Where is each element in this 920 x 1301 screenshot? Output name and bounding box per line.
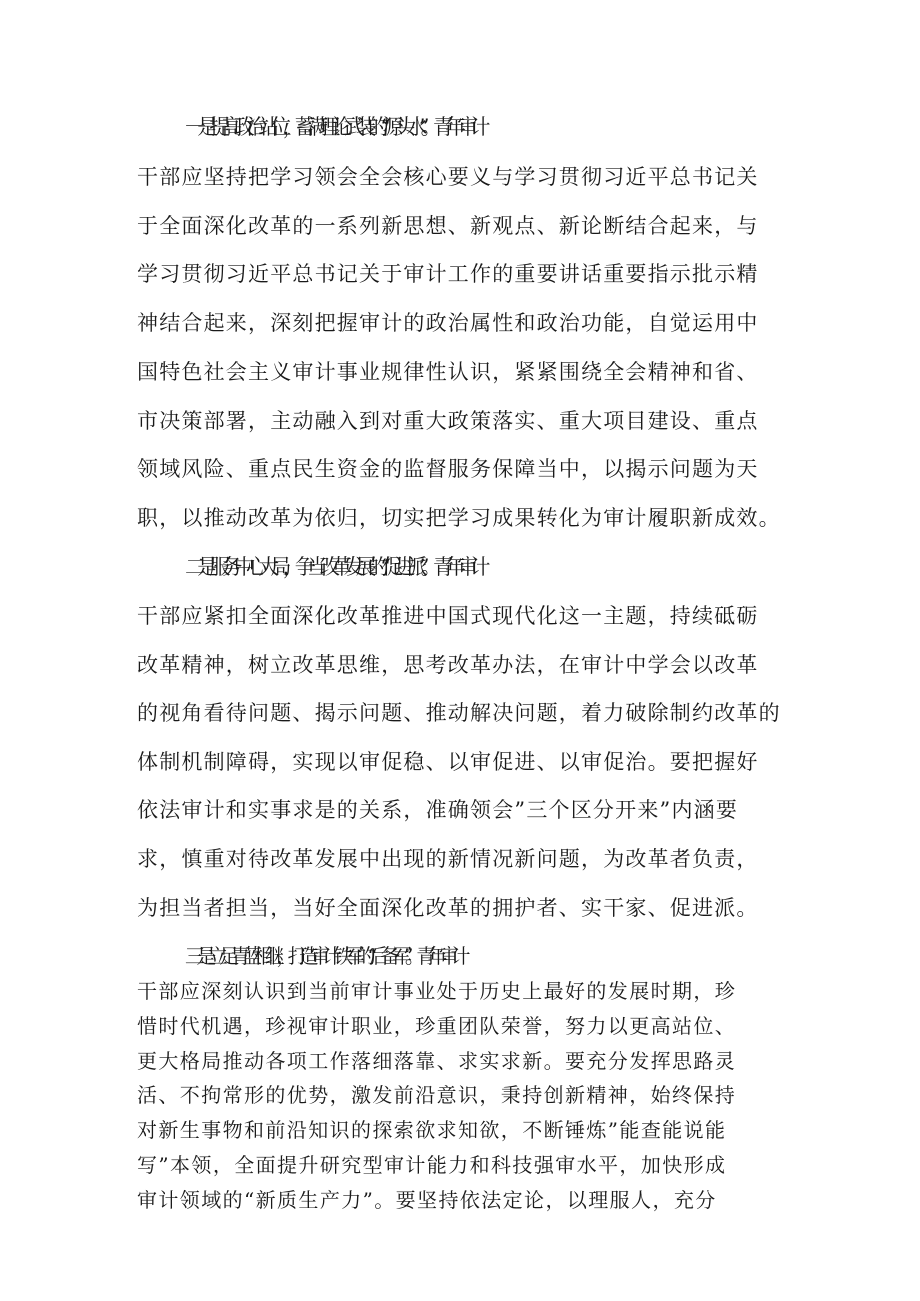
paragraph-line: 干部应坚持把学习领会全会核心要义与学习贯彻习近平总书记关 [137,165,759,189]
paragraph-line: 写”本领，全面提升研究型审计能力和科技强审水平，加快形成 [137,1153,727,1177]
paragraph-line: 改革精神，树立改革思维，思考改革办法，在审计中学会以改革 [137,653,759,677]
paragraph-line: 更大格局推动各项工作落细落靠、求实求新。要充分发挥思路灵 [137,1049,737,1073]
paragraph-line: 市决策部署，主动融入到对重大政策落实、重大项目建设、重点 [137,409,759,433]
paragraph-line: 审计领域的“新质生产力”。要坚持依法定论，以理服人，充分 [137,1188,717,1212]
paragraph-line: 干部应深刻认识到当前审计事业处于历史上最好的发展时期，珍 [137,979,737,1003]
paragraph-line: 一是提高政治站位，蓄满理论武装的“源头水”。青年审计 [185,115,482,139]
paragraph-line: 国特色社会主义审计事业规律性认识，紧紧围绕全会精神和省、 [137,360,759,384]
paragraph-line: 依法审计和实事求是的关系，准确领会”三个区分开来”内涵要 [137,798,739,822]
paragraph-line: 求，慎重对待改革发展中出现的新情况新问题，为改革者负责， [137,847,759,871]
paragraph-line: 学习贯彻习近平总书记关于审计工作的重要讲话重要指示批示精 [137,262,759,286]
paragraph-line: 领域风险、重点民生资金的监督服务保障当中，以揭示问题为天 [137,457,759,481]
paragraph-line: 为担当者担当，当好全面深化改革的拥护者、实干家、促进派。 [137,896,759,920]
paragraph-line: 二是服务中心大局，争当改革发展的“促进派”。青年审计 [185,555,482,579]
paragraph-line: 职，以推动改革为依归，切实把学习成果转化为审计履职新成效。 [137,506,781,530]
paragraph-line: 三是立足青蓝相继，打造审计铁军的“后备军”。青年审计 [185,944,462,968]
paragraph-line: 神结合起来，深刻把握审计的政治属性和政治功能，自觉运用中 [137,311,759,335]
paragraph-line: 活、不拘常形的优势，激发前沿意识，秉持创新精神，始终保持 [137,1083,737,1107]
paragraph-line: 体制机制障碍，实现以审促稳、以审促进、以审促治。要把握好 [137,750,759,774]
paragraph-line: 对新生事物和前沿知识的探索欲求知欲，不断锤炼”能查能说能 [137,1118,727,1142]
paragraph-line: 于全面深化改革的一系列新思想、新观点、新论断结合起来，与 [137,214,759,238]
paragraph-line: 惜时代机遇，珍视审计职业，珍重团队荣誉，努力以更高站位、 [137,1014,737,1038]
paragraph-line: 的视角看待问题、揭示问题、推动解决问题，着力破除制约改革的 [137,701,781,725]
paragraph-line: 干部应紧扣全面深化改革推进中国式现代化这一主题，持续砥砺 [137,604,759,628]
